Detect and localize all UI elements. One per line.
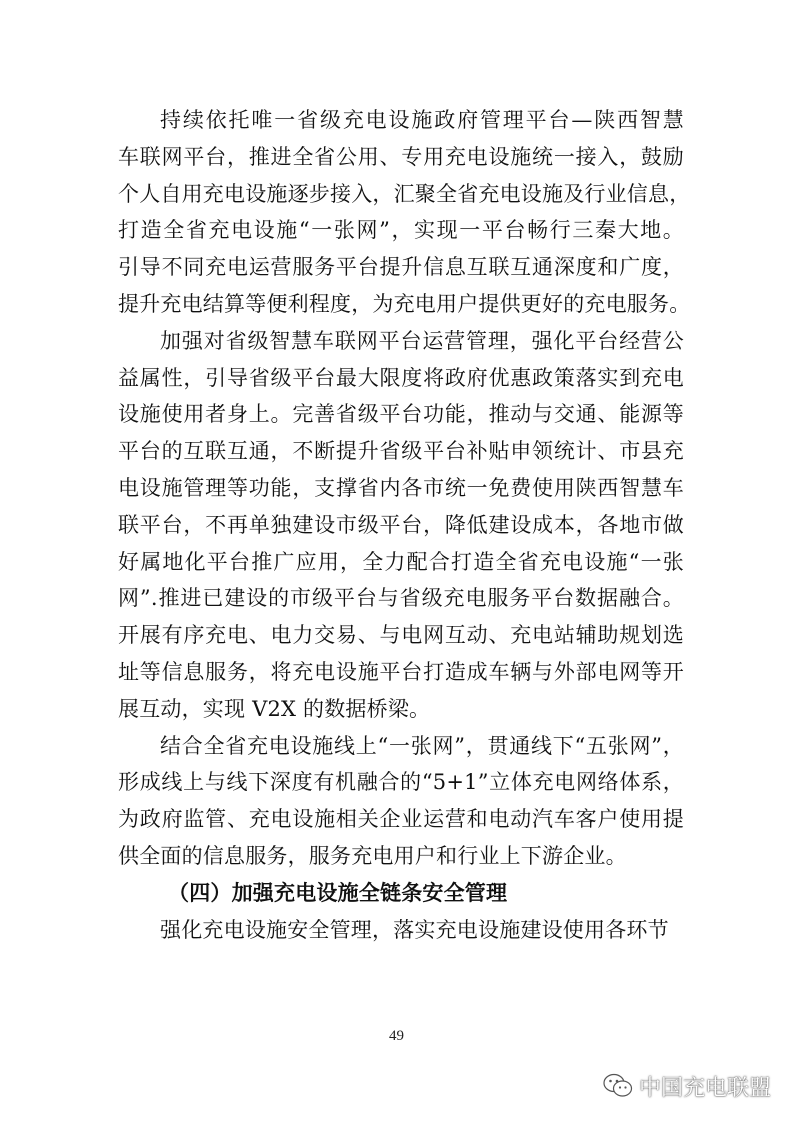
paragraph-2-line-4: 平台的互联互通，不断提升省级平台补贴申领统计、市县充 [118,439,684,464]
paragraph-1-line-4: 打造全省充电设施“一张网”，实现一平台畅行三秦大地。 [118,218,684,243]
paragraph-1-line-6: 提升充电结算等便利程度，为充电用户提供更好的充电服务。 [118,291,691,316]
wechat-icon [603,1073,633,1099]
paragraph-2-line-9: 开展有序充电、电力交易、与电网互动、充电站辅助规划选 [118,623,684,648]
paragraph-1-line-2: 车联网平台，推进全省公用、专用充电设施统一接入，鼓励 [118,144,684,169]
paragraph-3-line-3: 为政府监管、充电设施相关企业运营和电动汽车客户使用提 [118,807,684,832]
paragraph-2-line-5: 电设施管理等功能，支撑省内各市统一免费使用陕西智慧车 [118,475,684,500]
paragraph-2-line-1: 加强对省级智慧车联网平台运营管理，强化平台经营公 [160,328,684,353]
paragraph-4-line-1: 强化充电设施安全管理，落实充电设施建设使用各环节 [160,917,669,942]
body-text [118,102,691,948]
paragraph-3-line-2: 形成线上与线下深度有机融合的“5+1”立体充电网络体系， [118,770,684,795]
paragraph-2-line-8: 网”.推进已建设的市级平台与省级充电服务平台数据融合。 [118,586,684,611]
paragraph-2-line-7: 好属地化平台推广应用，全力配合打造全省充电设施“一张 [118,549,684,574]
paragraph-2-line-11: 展互动，实现 V2X 的数据桥梁。 [118,696,431,721]
page-number: 49 [389,1028,404,1044]
paragraph-2-line-3: 设施使用者身上。完善省级平台功能，推动与交通、能源等 [118,402,684,427]
watermark-label: 中国充电联盟 [638,1075,771,1101]
paragraph-3-line-4: 供全面的信息服务，服务充电用户和行业上下游企业。 [118,843,627,868]
paragraph-3-line-1: 结合全省充电设施线上“一张网”，贯通线下“五张网”， [160,733,684,758]
paragraph-2-line-10: 址等信息服务，将充电设施平台打造成车辆与外部电网等开 [118,659,684,684]
section-heading: （四）加强充电设施全链条安全管理 [168,879,508,905]
paragraph-1-line-3: 个人自用充电设施逐步接入，汇聚全省充电设施及行业信息， [118,181,691,206]
paragraph-1-line-5: 引导不同充电运营服务平台提升信息互联互通深度和广度， [118,255,684,280]
wechat-watermark [603,1068,771,1104]
paragraph-2-line-2: 益属性，引导省级平台最大限度将政府优惠政策落实到充电 [118,365,684,390]
paragraph-2-line-6: 联平台，不再单独建设市级平台，降低建设成本，各地市做 [118,512,684,537]
paragraph-1-line-1: 持续依托唯一省级充电设施政府管理平台—陕西智慧 [160,108,684,132]
